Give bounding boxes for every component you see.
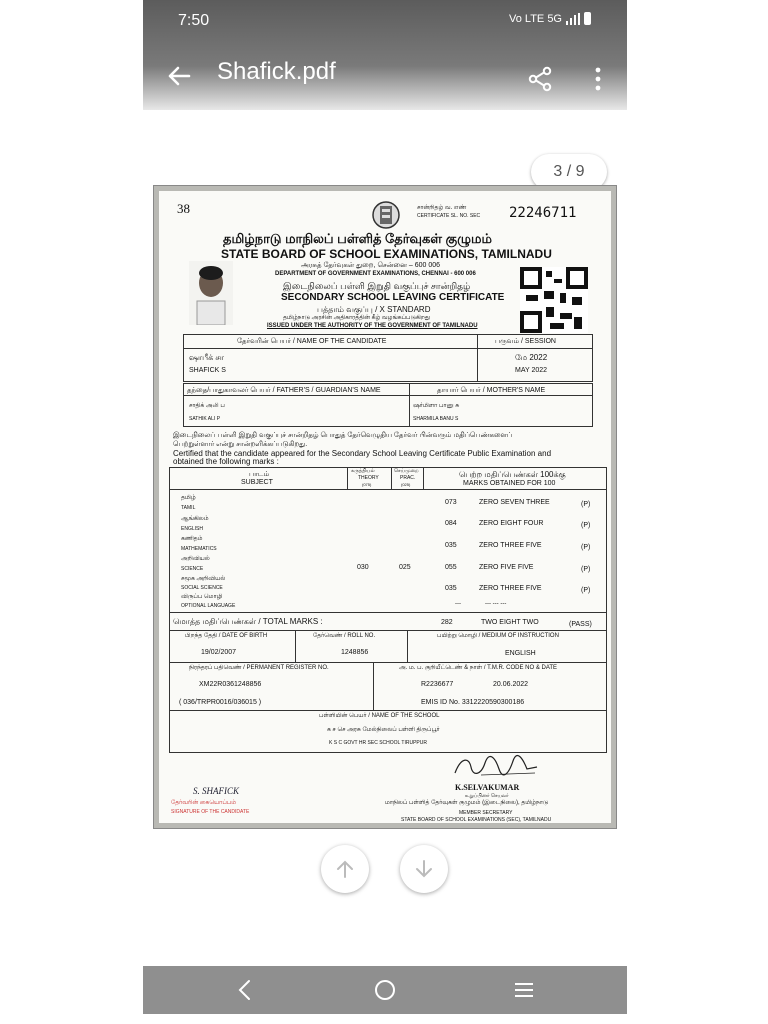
emis-id: EMIS ID No. 3312220590300186: [421, 699, 525, 706]
subject-en: SCIENCE: [181, 566, 204, 572]
divider: [169, 489, 607, 490]
medium-label: பயிற்று மொழி / MEDIUM OF INSTRUCTION: [437, 633, 559, 639]
divider: [373, 662, 374, 710]
divider: [477, 334, 478, 382]
nav-back-icon[interactable]: [235, 978, 255, 1002]
col-prac-max: (025): [401, 482, 411, 487]
subject-marks: 055: [445, 564, 457, 571]
cert-no-label: CERTIFICATE SL. NO. SEC: [417, 213, 481, 219]
subject-en: MATHEMATICS: [181, 546, 217, 552]
reg-label: நிரந்தரப் பதிவெண் / PERMANENT REGISTER NO.: [189, 665, 329, 671]
session-ta: மே 2022: [515, 353, 548, 362]
subject-result: (P): [581, 522, 591, 529]
medium: ENGLISH: [505, 650, 536, 657]
divider: [295, 630, 296, 662]
cert-no: 22246711: [509, 205, 577, 221]
school-label: பள்ளியின் பெயர் / NAME OF THE SCHOOL: [319, 713, 440, 719]
official-signature: [451, 753, 541, 779]
subject-marks: 035: [445, 585, 457, 592]
candidate-name-ta: ஷாபீக் சா: [189, 353, 225, 362]
total-marks: 282: [441, 619, 453, 626]
subject-result: (P): [581, 587, 591, 594]
pdf-viewer-screen: [143, 0, 627, 1024]
mother-name: SHARMILA BANU S: [413, 416, 459, 422]
official-board-ta: மாநிலப் பள்ளித் தேர்வுகள் குழுமம் (இடைநிலை), தமிழ்நாடு: [385, 800, 549, 806]
subject-marks-words: --- --- ---: [485, 601, 507, 607]
candidate-name: SHAFICK S: [189, 367, 226, 374]
divider: [409, 383, 410, 427]
mother-label: தாயார் பெயர் / MOTHER'S NAME: [437, 387, 546, 394]
divider: [391, 467, 392, 489]
subject-en: OPTIONAL LANGUAGE: [181, 603, 236, 609]
subject-ta: கணிதம்: [181, 536, 203, 542]
divider: [169, 612, 607, 613]
battery-icon: [584, 12, 591, 25]
subject-result: (P): [581, 501, 591, 508]
subject-en: ENGLISH: [181, 526, 203, 532]
subject-ta: அறிவியல்: [181, 556, 210, 562]
back-arrow-icon[interactable]: [165, 62, 193, 90]
official-name: K.SELVAKUMAR: [455, 783, 520, 792]
nav-recents-icon[interactable]: [512, 978, 536, 1002]
divider: [169, 630, 607, 631]
subject-marks-words: ZERO EIGHT FOUR: [479, 520, 544, 527]
col-marks: MARKS OBTAINED FOR 100: [463, 480, 556, 487]
register-no: XM22R0361248856: [199, 681, 262, 688]
father-label: தந்தை/பாதுகாவலர் பெயர் / FATHER'S / GUARDIAN'S NAME: [187, 387, 381, 394]
cert-title: SECONDARY SCHOOL LEAVING CERTIFICATE: [281, 292, 505, 303]
nav-home-icon[interactable]: [373, 978, 397, 1002]
document-title: Shafick.pdf: [217, 58, 336, 85]
app-bar: [143, 0, 627, 110]
certify-ta-2: பெற்றுள்ளார் என்று சான்றளிக்கப்படுகிறது.: [173, 441, 308, 448]
dob: 19/02/2007: [201, 649, 237, 656]
subject-ta: ஆங்கிலம்: [181, 516, 209, 522]
next-page-button[interactable]: [400, 845, 448, 893]
subject-marks-words: ZERO THREE FIVE: [479, 585, 542, 592]
share-icon[interactable]: [527, 66, 553, 92]
cert-title-ta: இடைநிலைப் பள்ளி இறுதி வகுப்புச் சான்றிதழ்: [283, 281, 471, 291]
subject-marks-words: ZERO FIVE FIVE: [479, 564, 534, 571]
system-nav-bar: [143, 966, 627, 1014]
emblem-icon: [371, 199, 401, 231]
subject-marks: 084: [445, 520, 457, 527]
signal-icon: [566, 13, 580, 25]
subject-marks-words: ZERO THREE FIVE: [479, 542, 542, 549]
subject-ta: சமூக அறிவியல்: [181, 576, 226, 582]
col-prac: PRAC.: [400, 475, 416, 481]
candidate-label: தேர்வரின் பெயர் / NAME OF THE CANDIDATE: [237, 338, 387, 345]
mother-name-ta: ஷர்மிளா பானு சு: [413, 403, 460, 409]
board-name-ta: தமிழ்நாடு மாநிலப் பள்ளித் தேர்வுகள் குழுமம்: [223, 231, 492, 246]
divider: [423, 467, 424, 489]
father-name: SATHIK ALI P: [189, 416, 221, 422]
status-icons: [509, 12, 591, 25]
more-options-icon[interactable]: [593, 66, 603, 92]
subject-prac: 025: [399, 564, 411, 571]
col-prac-ta: செய்முறை: [394, 468, 419, 474]
col-theory: THEORY: [358, 475, 379, 481]
subject-result: (P): [581, 544, 591, 551]
subject-marks-words: ZERO SEVEN THREE: [479, 499, 550, 506]
page-number: 38: [177, 201, 190, 216]
tmr-label: அ. ம. ப. குறியீட்டெண் & நாள் / T.M.R. CODE NO & DATE: [399, 665, 558, 671]
col-theory-ta: கருத்தியல்: [351, 468, 375, 474]
session-label: பருவம் / SESSION: [495, 338, 556, 345]
register-no-2: ( 036/TRPR0016/036015 ): [179, 699, 262, 706]
col-marks-ta: பெற்ற மதிப்பெண்கள் 100க்கு: [459, 470, 566, 479]
candidate-sig-label: SIGNATURE OF THE CANDIDATE: [171, 809, 250, 815]
divider: [169, 710, 607, 711]
cert-no-label-ta: சான்றிதழ் வ. எண்: [417, 205, 467, 211]
divider: [183, 395, 593, 396]
network-indicator: Vo LTE 5G: [509, 12, 562, 25]
candidate-sig-label-ta: தேர்வரின் கையொப்பம்: [171, 800, 237, 806]
school-name-ta: க ச செ அரசு மேல்நிலைப் பள்ளி திருப்பூர்: [327, 727, 440, 733]
subject-result: (P): [581, 566, 591, 573]
certify-en-2: obtained the following marks :: [173, 457, 279, 466]
total-marks-words: TWO EIGHT TWO: [481, 619, 539, 626]
subject-ta: விருப்ப மொழி: [181, 594, 223, 600]
arrow-down-icon: [414, 859, 434, 879]
dept-ta: அரசுத் தேர்வுகள் துறை, சென்னை – 600 006: [301, 262, 441, 269]
total-label: மொத்த மதிப்பெண்கள் / TOTAL MARKS :: [173, 617, 323, 626]
col-theory-max: (075): [362, 482, 372, 487]
dept-name: DEPARTMENT OF GOVERNMENT EXAMINATIONS, CHENNAI - 600 006: [275, 271, 476, 277]
col-subject-ta: பாடம்: [249, 471, 270, 478]
issued-by: ISSUED UNDER THE AUTHORITY OF THE GOVERNMENT OF TAMILNADU: [267, 323, 478, 329]
subject-marks: 035: [445, 542, 457, 549]
arrow-up-icon: [335, 859, 355, 879]
status-time: 7:50: [178, 12, 210, 29]
board-name: STATE BOARD OF SCHOOL EXAMINATIONS, TAMILNADU: [221, 247, 552, 261]
qr-code: [520, 267, 588, 333]
total-result: (PASS): [569, 621, 592, 628]
subject-marks: ---: [455, 601, 461, 607]
session: MAY 2022: [515, 367, 548, 374]
page-indicator: 3 / 9: [531, 154, 607, 190]
tmr-date: 20.06.2022: [493, 681, 529, 688]
official-title-ta: உறுப்பினர் செயலர்: [465, 793, 509, 799]
tmr-code: R2236677: [421, 681, 454, 688]
roll-no: 1248856: [341, 649, 369, 656]
candidate-photo: [189, 261, 233, 325]
col-subject: SUBJECT: [241, 479, 273, 486]
candidate-signature: S. SHAFICK: [193, 786, 239, 796]
divider: [183, 348, 593, 349]
roll-label: தேர்வெண் / ROLL NO.: [313, 633, 376, 639]
subject-marks: 073: [445, 499, 457, 506]
official-board: STATE BOARD OF SCHOOL EXAMINATIONS (SEC), TAMILNADU: [401, 817, 552, 823]
subject-en: SOCIAL SCIENCE: [181, 585, 223, 591]
certificate-page: [154, 186, 616, 828]
subject-ta: தமிழ்: [181, 495, 196, 501]
school-name: K S C GOVT HR SEC SCHOOL TIRUPPUR: [329, 740, 427, 746]
certify-ta-1: இடைநிலைப் பள்ளி இறுதி வகுப்புச் சான்றிதழ் பொதுத் தேர்வெழுதிய தேர்வர் பின்வரும் மதிப்பெண்களைப்: [173, 432, 513, 439]
dob-label: பிறந்த தேதி / DATE OF BIRTH: [185, 633, 268, 639]
previous-page-button[interactable]: [321, 845, 369, 893]
divider: [347, 467, 348, 489]
divider: [407, 630, 408, 662]
issued-ta: தமிழ்நாடு அரசின் அதிகாரத்தின் கீழ் வழங்கப்படுகிறது: [283, 315, 431, 321]
divider: [169, 662, 607, 663]
subject-theory: 030: [357, 564, 369, 571]
father-name-ta: சாதிக் அலி ப: [189, 403, 225, 409]
subject-en: TAMIL: [181, 505, 196, 511]
standard: பத்தாம் வகுப்பு / X STANDARD: [317, 305, 431, 314]
official-title: MEMBER SECRETARY: [459, 810, 513, 816]
certify-en-1: Certified that the candidate appeared for the Secondary School Leaving Certificate Public Examination and: [173, 449, 552, 458]
